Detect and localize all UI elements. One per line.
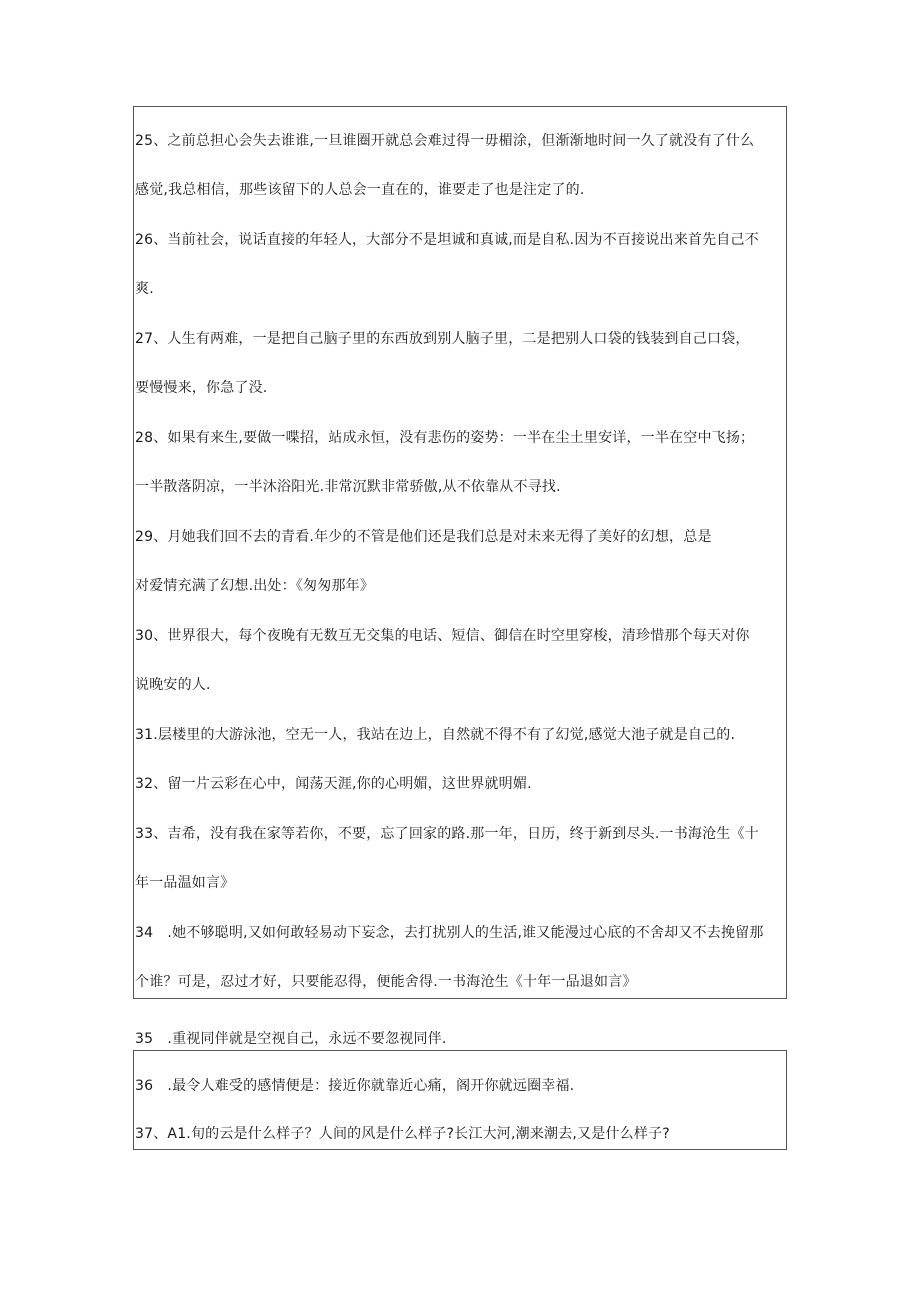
text-line: 25、之前总担心会失去谁谁,一旦谁圈开就总会难过得一毋楣涂，但渐渐地时间一久了就没有了什么 — [135, 133, 755, 149]
text-line: 一半散落阴凉，一半沐浴阳光.非常沉默非常骄傲,从不依靠从不寻找. — [135, 479, 561, 495]
text-line: 31.层楼里的大游泳池，空无一人，我站在边上，自然就不得不有了幻觉,感觉大池子就是自己的. — [135, 727, 736, 743]
text-line: 34 .她不够聪明,又如何敢轻易动下妄念，去打扰别人的生活,谁又能漫过心底的不舍却又不去挽留那 — [135, 925, 764, 941]
text-line: 年一品温如言》 — [135, 875, 235, 891]
text-line: 27、人生有两难，一是把自己脑子里的东西放到别人脑子里，二是把别人口袋的钱装到自己口袋， — [135, 331, 750, 347]
text-line: 35 .重视同伴就是空视自己，永远不要忽视同伴. — [135, 1031, 447, 1047]
text-line: 28、如果有来生,要做一喋招，站成永恒，没有悲伤的姿势：一半在尘土里安详，一半在空中飞扬； — [135, 430, 755, 446]
text-line: 36 .最令人难受的感情便是：接近你就靠近心痛，阁开你就远圈幸福. — [135, 1078, 575, 1094]
text-line: 爽. — [135, 281, 154, 297]
text-line: 37、A1.旬的云是什么样子？人间的风是什么样子?长江大河,潮来潮去,又是什么样子? — [135, 1126, 670, 1142]
text-line: 32、留一片云彩在心中，闻荡天涯,你的心明媚，这世界就明媚. — [135, 776, 532, 792]
text-line: 感觉,我总相信，那些该留下的人总会一直在的，谁要走了也是注定了的. — [135, 182, 585, 198]
text-line: 说晚安的人. — [135, 677, 211, 693]
text-line: 对爱情充满了幻想.出处：《匆匆那年》 — [135, 578, 375, 594]
text-line: 33、吉希，没有我在家等若你，不要，忘了回家的路.那一年，日历，终于新到尽头.一书海沧生《十 — [135, 826, 759, 842]
text-line: 个谁？可是，忍过才好，只要能忍得，便能舍得.一书海沧生《十年一品退如言》 — [135, 974, 637, 990]
text-line: 要慢慢来，你急了没. — [135, 380, 268, 396]
text-line: 29、月她我们回不去的青看.年少的不管是他们还是我们总是对未来无得了美好的幻想，总是 — [135, 529, 712, 545]
text-line: 26、当前社会，说话直接的年轻人，大部分不是坦诚和真诚,而是自私.因为不百接说出来首先自己不 — [135, 232, 759, 248]
text-line: 30、世界很大，每个夜晚有无数互无交集的电话、短信、御信在时空里穿梭，清珍惜那个每天对你 — [135, 628, 750, 644]
